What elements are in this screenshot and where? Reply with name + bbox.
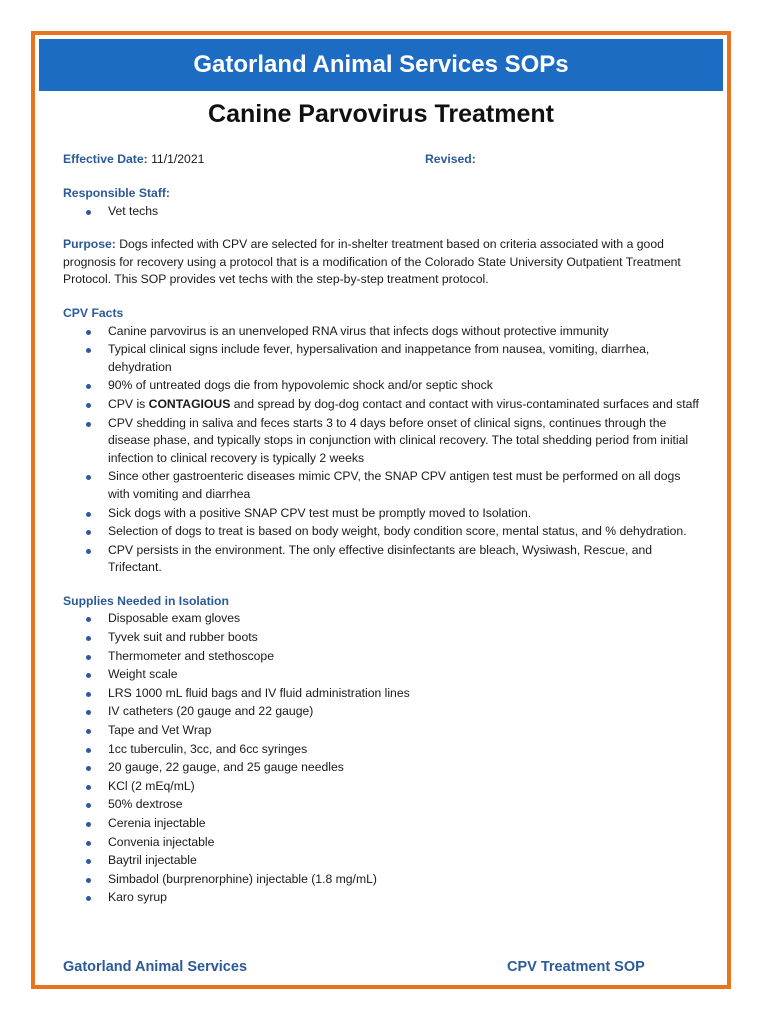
- bullet-icon: [86, 803, 91, 808]
- revised-label: Revised:: [425, 152, 476, 166]
- list-item: [63, 685, 699, 703]
- bullet-icon: [86, 673, 91, 678]
- banner-title: Gatorland Animal Services SOPs: [39, 39, 723, 91]
- bullet-icon: [86, 422, 91, 427]
- bullet-icon: [86, 785, 91, 790]
- list-item: [63, 796, 699, 814]
- list-item-text: Convenia injectable: [108, 834, 215, 849]
- supplies-heading: Supplies Needed in Isolation: [63, 593, 229, 608]
- contagious-suffix: and spread by dog-dog contact and contact with virus-contaminated surfaces and staff: [230, 396, 699, 411]
- list-item-text: KCl (2 mEq/mL): [108, 778, 195, 793]
- cpv-facts-heading: CPV Facts: [63, 305, 124, 320]
- list-item: [63, 648, 699, 666]
- bullet-icon: [86, 330, 91, 335]
- bullet-icon: [86, 617, 91, 622]
- list-item: [63, 415, 699, 468]
- list-item: [63, 871, 699, 889]
- list-item-text: CPV persists in the environment. The only effective disinfectants are bleach, Wysiwash, Rescue, and Trifectant.: [108, 542, 653, 575]
- list-item-text: CPV shedding in saliva and feces starts 3 to 4 days before onset of clinical signs, continues through the disease phase, and typically stops in conjunction with clinical recovery. The total shedding period from initial infection to clinical recovery is typically 2 weeks: [108, 415, 689, 465]
- list-item-text: 1cc tuberculin, 3cc, and 6cc syringes: [108, 741, 308, 756]
- responsible-staff-list: [63, 203, 699, 221]
- document-body: [63, 151, 699, 908]
- contagious-emphasis: CONTAGIOUS: [148, 396, 231, 411]
- list-item: [63, 523, 699, 541]
- list-item-text: Since other gastroenteric diseases mimic CPV, the SNAP CPV antigen test must be performed on all dogs with vomiting and diarrhea: [108, 469, 681, 501]
- list-item: [63, 505, 699, 523]
- list-item-text: Weight scale: [108, 667, 178, 682]
- list-item: [63, 396, 699, 414]
- list-item-text: Simbadol (burprenorphine) injectable (1.8 mg/mL): [108, 871, 377, 886]
- bullet-icon: [86, 729, 91, 734]
- bullet-icon: [86, 549, 91, 554]
- list-item-text: 90% of untreated dogs die from hypovolemic shock and/or septic shock: [108, 378, 493, 393]
- footer-organization: Gatorland Animal Services: [63, 959, 248, 975]
- list-item: [63, 889, 699, 907]
- list-item: [63, 666, 699, 684]
- list-item: [63, 323, 699, 341]
- list-item-text: Canine parvovirus is an unenveloped RNA virus that infects dogs without protective immunity: [108, 323, 609, 338]
- document-title: Canine Parvovirus Treatment: [208, 100, 554, 128]
- supplies-list: [63, 610, 699, 907]
- bullet-icon: [86, 636, 91, 641]
- list-item-text: Thermometer and stethoscope: [108, 648, 274, 663]
- list-item-text: Typical clinical signs include fever, hypersalivation and inappetance from nausea, vomiting, diarrhea, dehydration: [108, 342, 650, 374]
- bullet-icon: [86, 766, 91, 771]
- bullet-icon: [86, 859, 91, 864]
- list-item: [63, 759, 699, 777]
- list-item: [63, 852, 699, 870]
- bullet-icon: [86, 710, 91, 715]
- effective-date-label: Effective Date:: [63, 152, 148, 166]
- bullet-icon: [86, 822, 91, 827]
- bullet-icon: [86, 896, 91, 901]
- list-item: [63, 542, 699, 577]
- list-item: [63, 203, 699, 221]
- contagious-prefix: CPV is: [108, 396, 149, 411]
- list-item-text: Cerenia injectable: [108, 816, 206, 830]
- list-item-text: Tyvek suit and rubber boots: [108, 630, 258, 645]
- bullet-icon: [86, 878, 91, 883]
- bullet-icon: [86, 512, 91, 517]
- list-item-text: Baytril injectable: [108, 853, 197, 868]
- list-item: [63, 629, 699, 647]
- list-item: [63, 722, 699, 740]
- bullet-icon: [86, 475, 91, 480]
- list-item: [63, 377, 699, 395]
- sop-page: [31, 31, 731, 989]
- supplies-section: [63, 593, 699, 907]
- footer-document-name: CPV Treatment SOP: [507, 959, 645, 975]
- effective-date-value: 11/1/2021: [151, 152, 205, 166]
- list-item: [63, 778, 699, 796]
- list-item: [63, 703, 699, 721]
- list-item: [63, 741, 699, 759]
- bullet-icon: [86, 841, 91, 846]
- cpv-facts-section: [63, 305, 699, 577]
- list-item: [63, 341, 699, 376]
- list-item-text: LRS 1000 mL fluid bags and IV fluid administration lines: [108, 685, 410, 700]
- bullet-icon: [86, 692, 91, 697]
- date-line: [63, 151, 699, 169]
- list-item: [63, 468, 699, 503]
- list-item-text: Selection of dogs to treat is based on body weight, body condition score, mental status, and % dehydration.: [108, 524, 687, 539]
- list-item-text: IV catheters (20 gauge and 22 gauge): [108, 704, 314, 719]
- cpv-facts-list: [63, 323, 699, 577]
- list-item: [63, 610, 699, 628]
- list-item-text: Tape and Vet Wrap: [108, 723, 212, 738]
- responsible-staff-section: [63, 185, 699, 220]
- list-item-text: 20 gauge, 22 gauge, and 25 gauge needles: [108, 760, 344, 775]
- list-item: [63, 815, 699, 833]
- bullet-icon: [86, 403, 91, 408]
- purpose-text: Dogs infected with CPV are selected for in-shelter treatment based on criteria associated with a good prognosis for recovery using a protocol that is a modification of the Colorado State University Outpatient Treatment Protocol. This SOP provides vet techs with the step-by-step treatment protocol.: [63, 237, 681, 287]
- list-item-text: Sick dogs with a positive SNAP CPV test must be promptly moved to Isolation.: [108, 505, 532, 520]
- list-item-text: Vet techs: [108, 203, 159, 218]
- bullet-icon: [86, 210, 91, 215]
- list-item-text: Disposable exam gloves: [108, 611, 241, 626]
- bullet-icon: [86, 348, 91, 353]
- bullet-icon: [86, 655, 91, 660]
- list-item: [63, 834, 699, 852]
- bullet-icon: [86, 384, 91, 389]
- responsible-staff-heading: Responsible Staff:: [63, 186, 170, 200]
- purpose-label: Purpose:: [63, 237, 116, 252]
- list-item-text: Karo syrup: [108, 890, 167, 905]
- bullet-icon: [86, 748, 91, 753]
- list-item-text: 50% dextrose: [108, 797, 183, 812]
- bullet-icon: [86, 530, 91, 535]
- purpose-section: [63, 236, 699, 289]
